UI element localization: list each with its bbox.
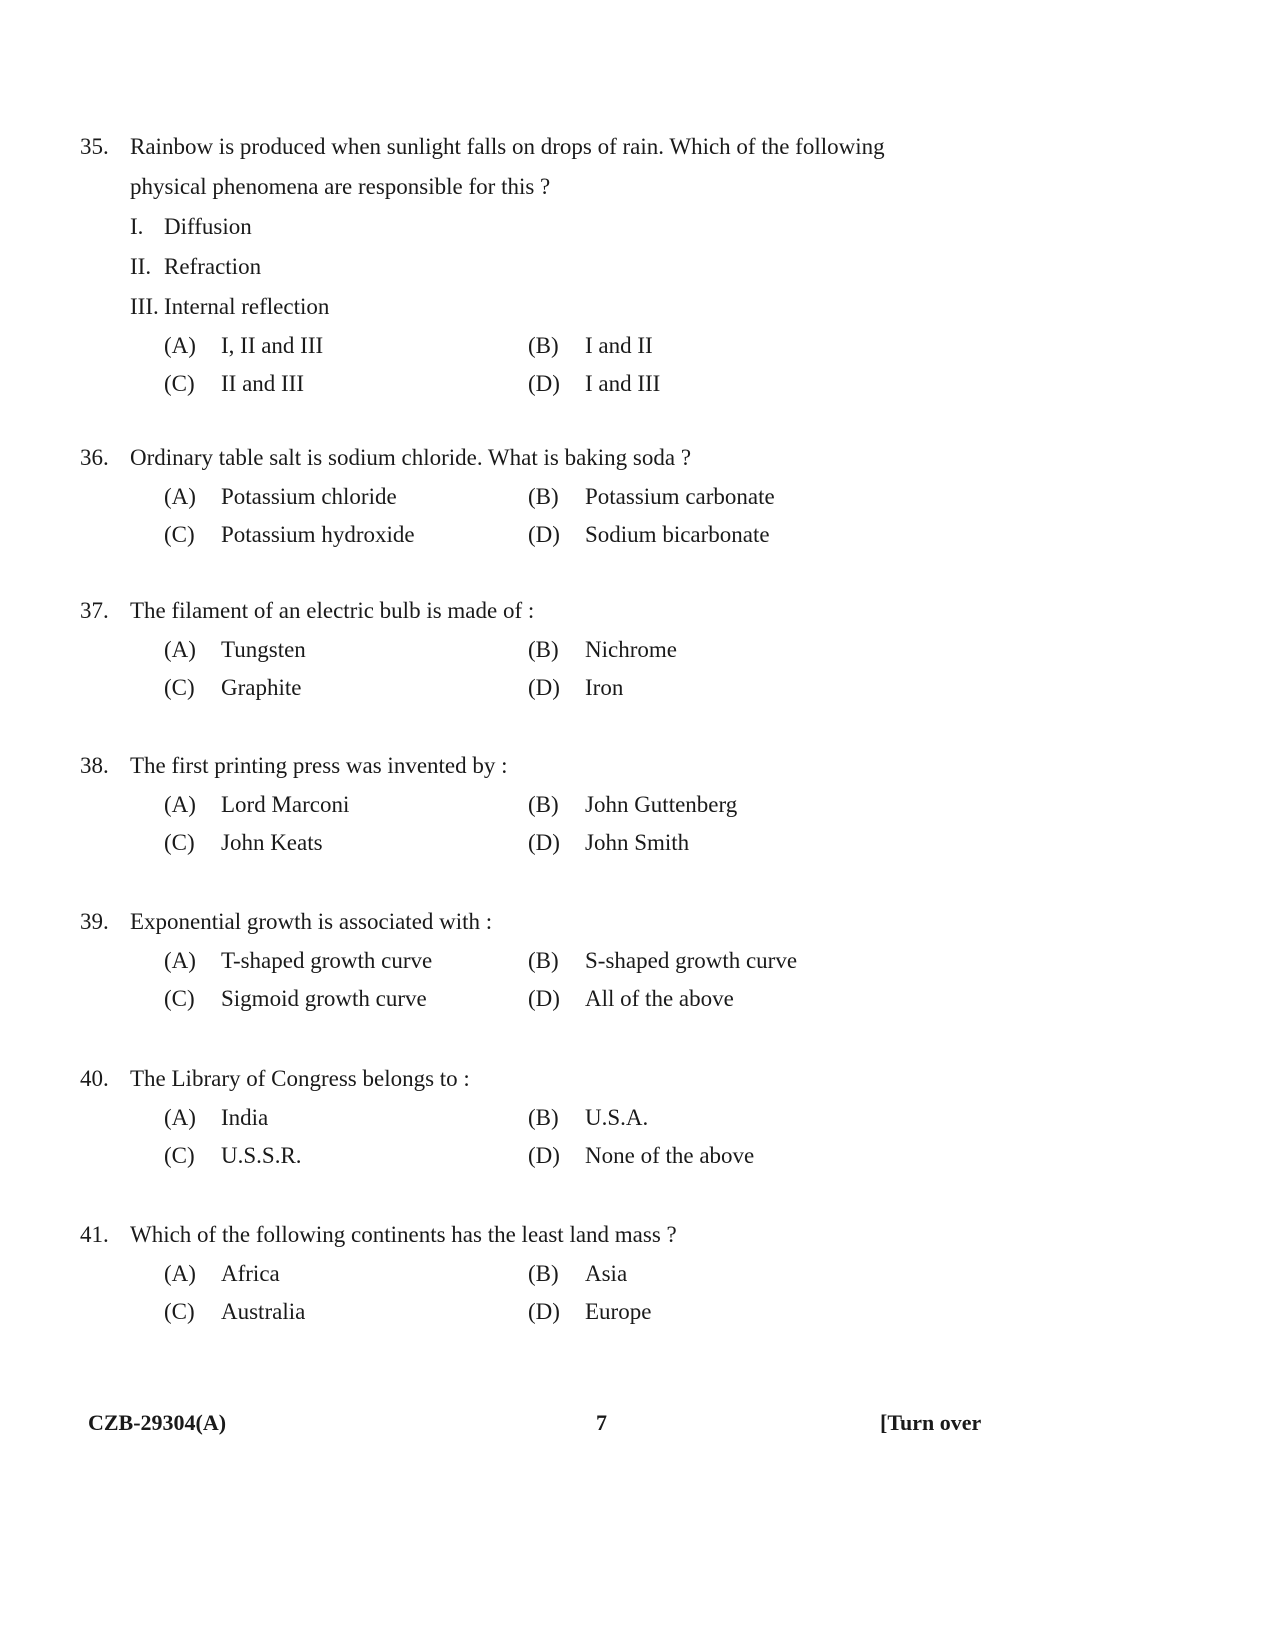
question-35 — [80, 127, 940, 405]
option-letter: (B) — [528, 1261, 559, 1286]
option-letter: (D) — [528, 986, 560, 1011]
option-letter: (A) — [164, 948, 196, 973]
question-number: 40. — [80, 1066, 109, 1091]
option-letter: (A) — [164, 1105, 196, 1130]
option-text: II and III — [221, 371, 305, 396]
statement-text: Refraction — [164, 254, 262, 279]
option-text: Nichrome — [585, 637, 677, 662]
option-letter: (B) — [528, 792, 559, 817]
question-36 — [80, 438, 940, 556]
question-number: 39. — [80, 909, 109, 934]
statement-numeral: II. — [130, 254, 152, 279]
statement-text: Internal reflection — [164, 294, 330, 319]
option-text: Potassium hydroxide — [221, 522, 415, 547]
question-text: Which of the following continents has the least land mass ? — [130, 1222, 677, 1247]
question-number: 36. — [80, 445, 109, 470]
option-letter: (D) — [528, 522, 560, 547]
page-footer — [0, 1410, 1275, 1450]
question-text: Exponential growth is associated with : — [130, 909, 493, 934]
question-38 — [80, 746, 940, 864]
option-letter: (C) — [164, 1143, 195, 1168]
option-text: T-shaped growth curve — [221, 948, 433, 973]
option-text: Asia — [585, 1261, 628, 1286]
option-text: S-shaped growth curve — [585, 948, 798, 973]
option-letter: (A) — [164, 792, 196, 817]
question-40 — [80, 1059, 940, 1177]
option-text: All of the above — [585, 986, 734, 1011]
option-text: John Guttenberg — [585, 792, 738, 817]
statement — [80, 247, 940, 287]
question-text: Ordinary table salt is sodium chloride. What is baking soda ? — [130, 445, 692, 470]
options — [80, 1255, 940, 1333]
option-letter: (B) — [528, 1105, 559, 1130]
options — [80, 786, 940, 864]
question-line — [80, 438, 940, 478]
option-text: None of the above — [585, 1143, 755, 1168]
option-text: U.S.A. — [585, 1105, 649, 1130]
option-text: Sodium bicarbonate — [585, 522, 770, 547]
options — [80, 1099, 940, 1177]
page-number: 7 — [596, 1410, 607, 1435]
question-number: 38. — [80, 753, 109, 778]
question-line — [80, 746, 940, 786]
question-number: 35. — [80, 134, 109, 159]
option-letter: (B) — [528, 637, 559, 662]
question-39 — [80, 902, 940, 1020]
option-text: Potassium chloride — [221, 484, 397, 509]
option-letter: (C) — [164, 371, 195, 396]
question-text: The filament of an electric bulb is made of : — [130, 598, 535, 623]
option-letter: (C) — [164, 986, 195, 1011]
question-number: 37. — [80, 598, 109, 623]
question-41 — [80, 1215, 940, 1333]
option-text: Europe — [585, 1299, 652, 1324]
option-text: Potassium carbonate — [585, 484, 775, 509]
option-letter: (D) — [528, 1299, 560, 1324]
option-text: Graphite — [221, 675, 302, 700]
option-text: U.S.S.R. — [221, 1143, 302, 1168]
option-letter: (B) — [528, 948, 559, 973]
options — [80, 327, 940, 405]
question-text: physical phenomena are responsible for this ? — [130, 174, 551, 199]
question-37 — [80, 591, 940, 709]
option-text: I, II and III — [221, 333, 324, 358]
question-line — [80, 1215, 940, 1255]
option-letter: (A) — [164, 1261, 196, 1286]
option-letter: (D) — [528, 371, 560, 396]
option-letter: (D) — [528, 830, 560, 855]
options — [80, 631, 940, 709]
option-text: Sigmoid growth curve — [221, 986, 427, 1011]
booklet-code: CZB-29304(A) — [88, 1410, 227, 1435]
options — [80, 942, 940, 1020]
option-text: Tungsten — [221, 637, 306, 662]
option-letter: (C) — [164, 675, 195, 700]
option-text: Iron — [585, 675, 624, 700]
option-text: Africa — [221, 1261, 280, 1286]
statement-numeral: III. — [130, 294, 159, 319]
question-text: Rainbow is produced when sunlight falls on drops of rain. Which of the following — [130, 134, 885, 159]
option-letter: (C) — [164, 1299, 195, 1324]
turn-over-label: [Turn over — [880, 1410, 982, 1435]
option-text: Australia — [221, 1299, 306, 1324]
option-letter: (A) — [164, 637, 196, 662]
statement-text: Diffusion — [164, 214, 252, 239]
option-letter: (D) — [528, 1143, 560, 1168]
statement — [80, 287, 940, 327]
question-line — [80, 902, 940, 942]
option-text: John Smith — [585, 830, 690, 855]
option-text: John Keats — [221, 830, 323, 855]
question-number: 41. — [80, 1222, 109, 1247]
option-letter: (B) — [528, 484, 559, 509]
question-line — [80, 591, 940, 631]
option-text: India — [221, 1105, 269, 1130]
question-line — [80, 127, 940, 167]
question-line — [80, 1059, 940, 1099]
option-letter: (B) — [528, 333, 559, 358]
statement-numeral: I. — [130, 214, 144, 239]
option-text: I and III — [585, 371, 661, 396]
option-letter: (A) — [164, 484, 196, 509]
option-letter: (C) — [164, 522, 195, 547]
question-text: The Library of Congress belongs to : — [130, 1066, 470, 1091]
option-text: I and II — [585, 333, 653, 358]
option-letter: (C) — [164, 830, 195, 855]
question-line — [80, 167, 940, 207]
options — [80, 478, 940, 556]
option-letter: (D) — [528, 675, 560, 700]
option-text: Lord Marconi — [221, 792, 350, 817]
option-letter: (A) — [164, 333, 196, 358]
statement — [80, 207, 940, 247]
question-text: The first printing press was invented by : — [130, 753, 508, 778]
